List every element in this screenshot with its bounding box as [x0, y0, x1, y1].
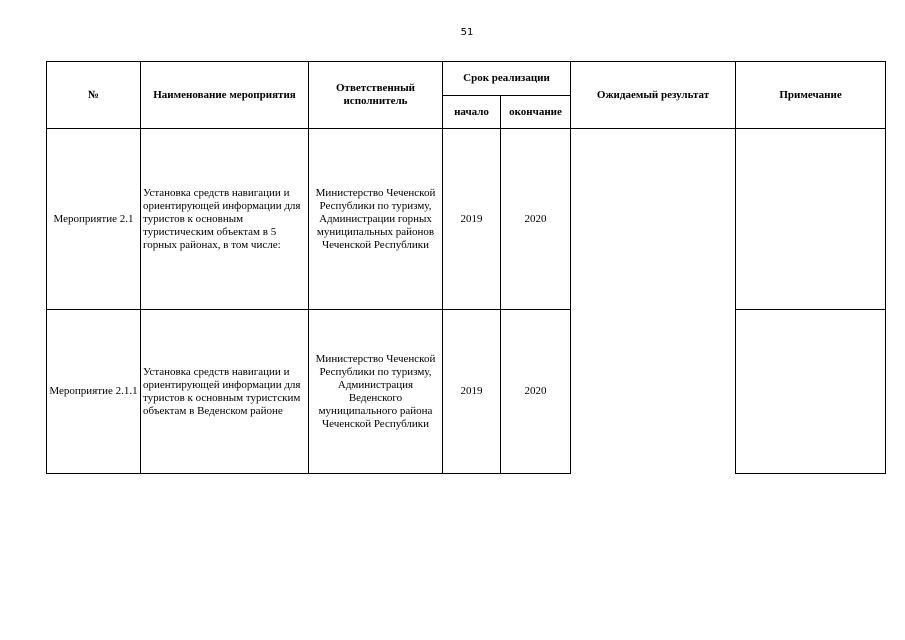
row-result — [571, 129, 736, 310]
row-num: Мероприятие 2.1.1 — [47, 310, 141, 474]
header-name: Наименование мероприятия — [141, 62, 309, 129]
row-executor: Министерство Чеченской Республики по туризму, Администрации горных муниципальных районов Чеченской Республики — [309, 129, 443, 310]
row-executor: Министерство Чеченской Республики по туризму, Администрация Веденского муниципального района Чеченской Республики — [309, 310, 443, 474]
row-num: Мероприятие 2.1 — [47, 129, 141, 310]
row-end: 2020 — [501, 129, 571, 310]
row-note — [736, 310, 886, 474]
table-row — [47, 129, 886, 310]
row-result — [571, 310, 736, 474]
table-row — [47, 310, 886, 474]
header-row-top — [47, 62, 886, 96]
header-num: № — [47, 62, 141, 129]
header-period: Срок реализации — [443, 62, 571, 96]
row-note — [736, 129, 886, 310]
row-end: 2020 — [501, 310, 571, 474]
row-name: Установка средств навигации и ориентирующей информации для туристов к основным туристическим объектам в 5 горных районах, в том числе: — [141, 129, 309, 310]
row-start: 2019 — [443, 310, 501, 474]
events-table — [46, 61, 886, 474]
header-executor: Ответственный исполнитель — [309, 62, 443, 129]
row-start: 2019 — [443, 129, 501, 310]
header-end: окончание — [501, 96, 571, 129]
row-name: Установка средств навигации и ориентирующей информации для туристов к основным туристским объектам в Веденском районе — [141, 310, 309, 474]
page-number: 51 — [460, 27, 474, 38]
header-start: начало — [443, 96, 501, 129]
header-note: Примечание — [736, 62, 886, 129]
header-result: Ожидаемый результат — [571, 62, 736, 129]
